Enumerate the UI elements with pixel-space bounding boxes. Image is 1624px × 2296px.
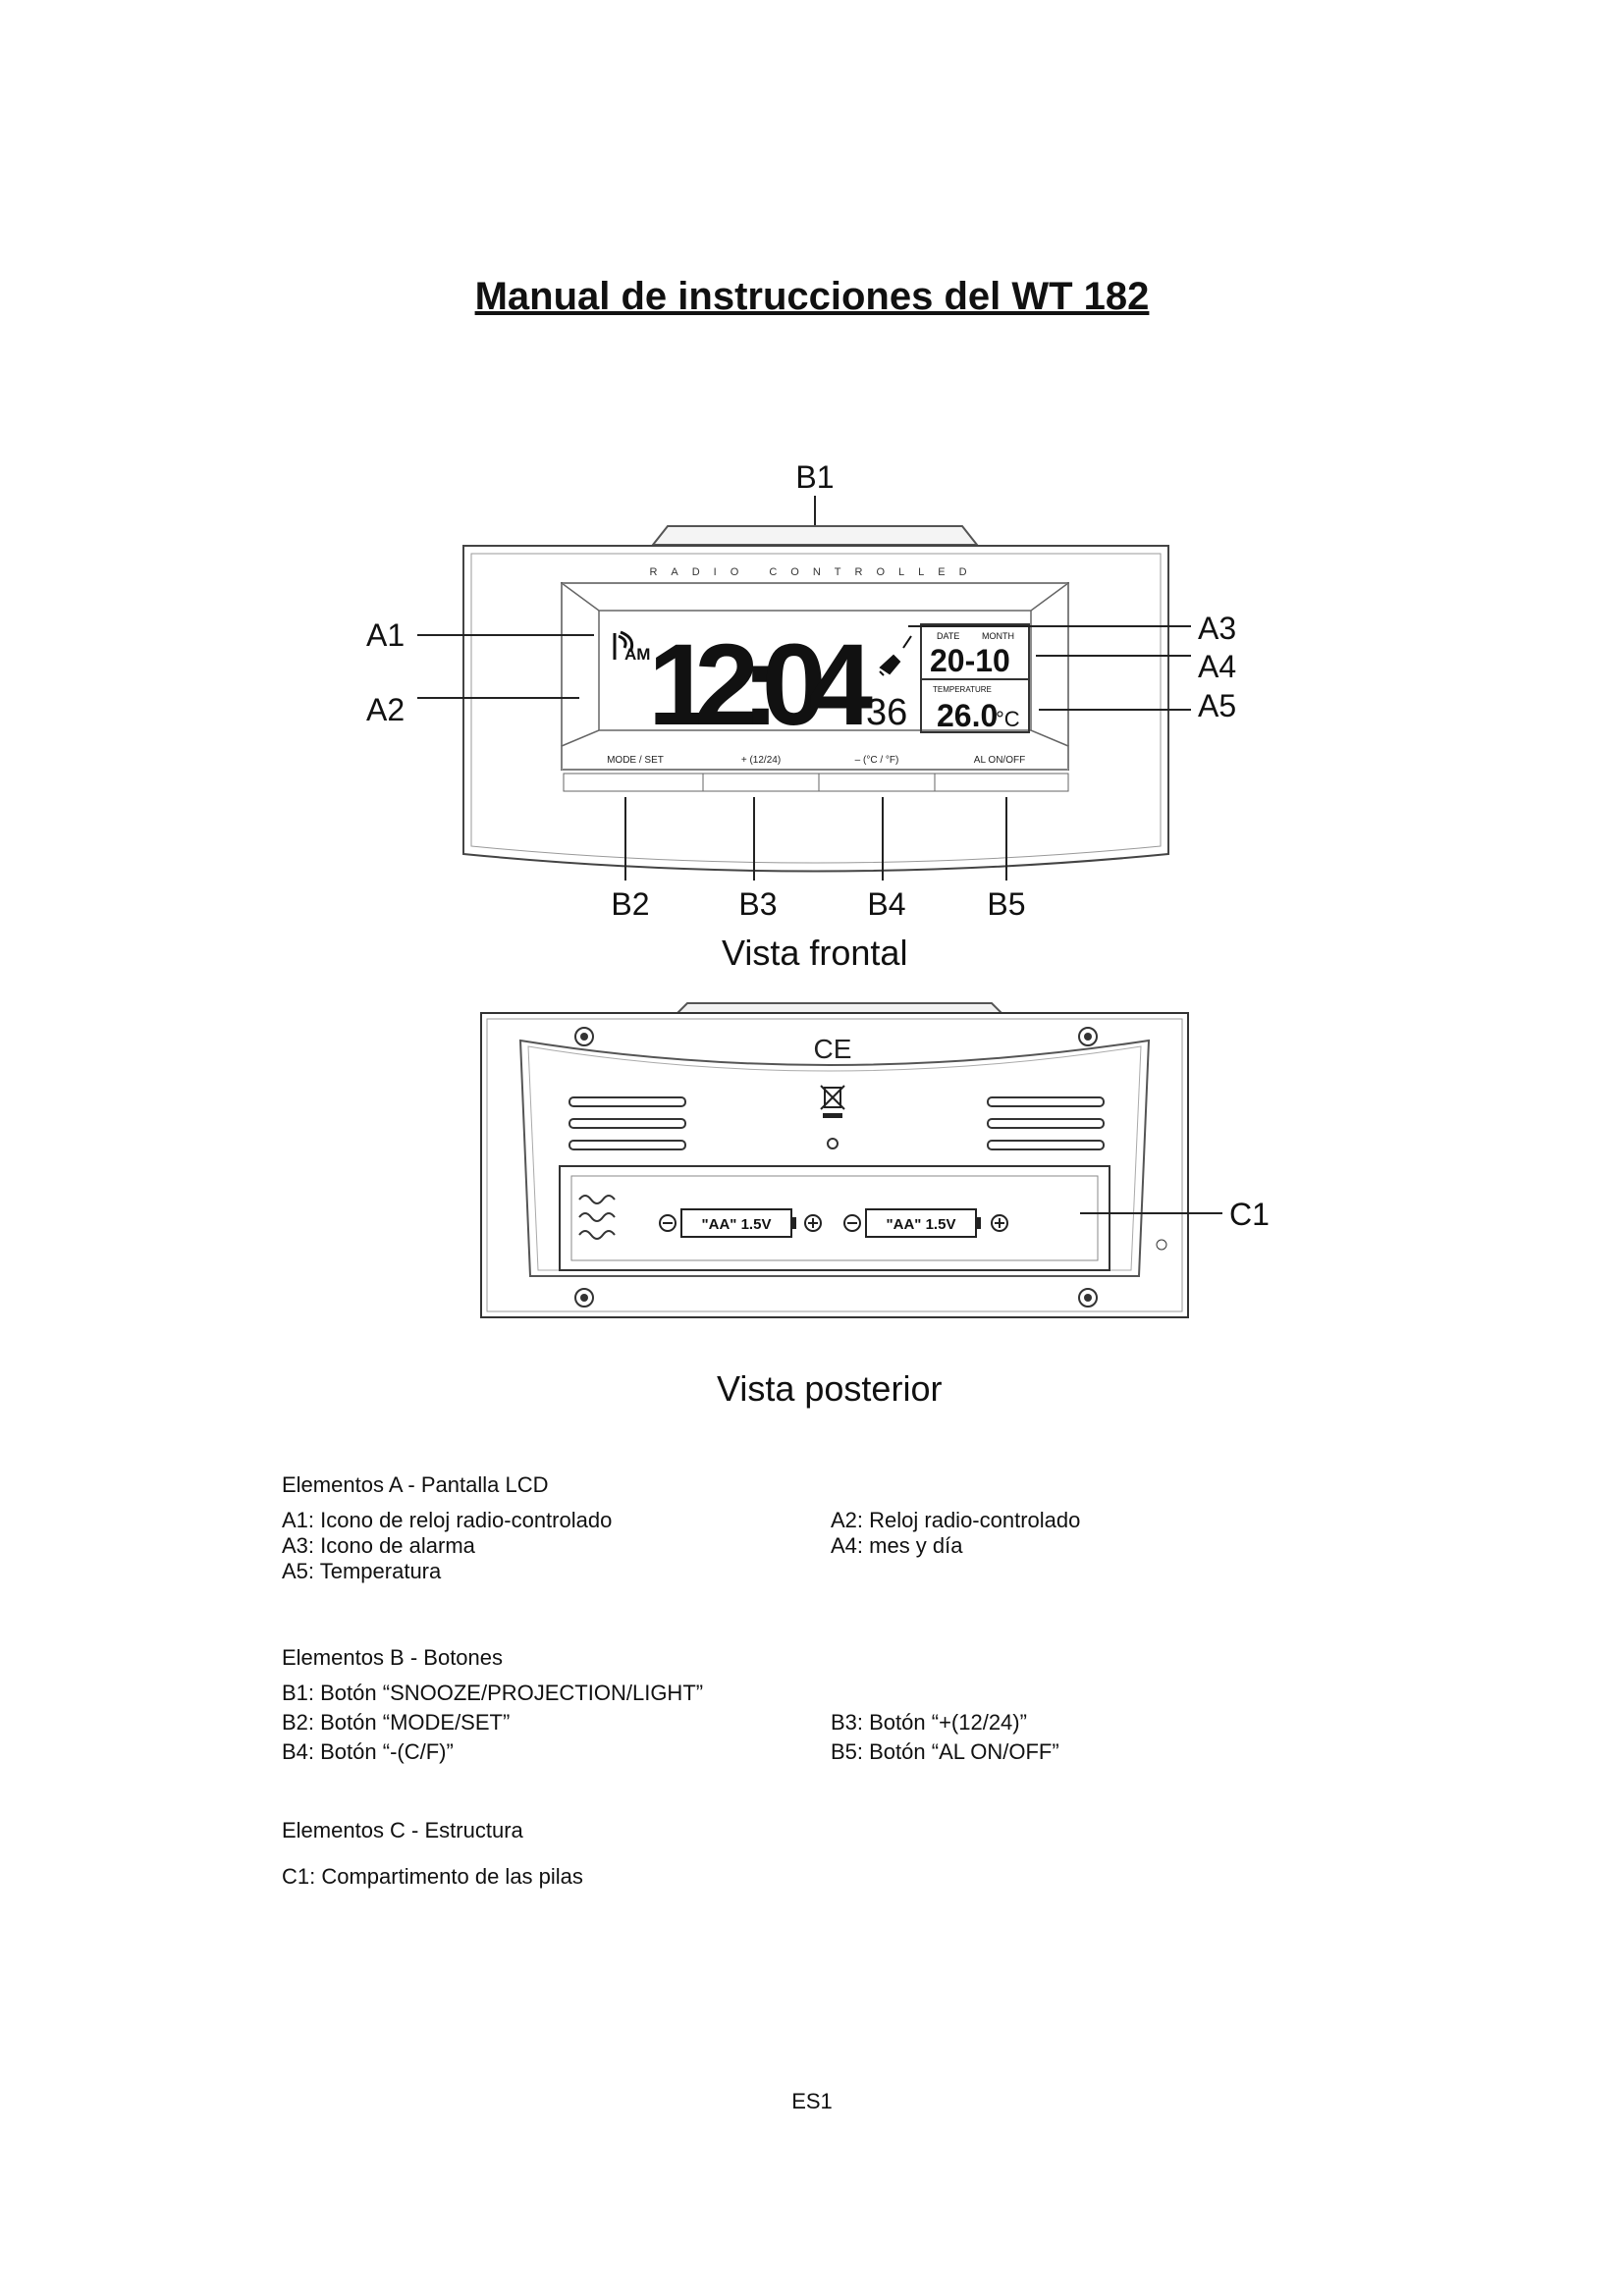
lcd-temperature: 26.0 bbox=[937, 698, 999, 733]
front-view-caption: Vista frontal bbox=[722, 933, 908, 973]
item-a2: A2: Reloj radio-controlado bbox=[831, 1508, 1081, 1532]
callout-a2: A2 bbox=[366, 692, 406, 727]
section-a-left bbox=[282, 1508, 612, 1584]
temperature-label: TEMPERATURE bbox=[933, 685, 992, 694]
back-view-caption: Vista posterior bbox=[717, 1368, 943, 1409]
item-b5: B5: Botón “AL ON/OFF” bbox=[831, 1739, 1059, 1764]
callout-b3: B3 bbox=[738, 886, 778, 922]
month-label: MONTH bbox=[982, 631, 1014, 641]
item-a1: A1: Icono de reloj radio-controlado bbox=[282, 1508, 613, 1532]
lcd-time: 12:04 bbox=[648, 620, 869, 750]
callout-a4: A4 bbox=[1198, 649, 1237, 684]
callout-b1: B1 bbox=[795, 459, 835, 495]
callout-a5: A5 bbox=[1198, 688, 1237, 723]
item-a5: A5: Temperatura bbox=[282, 1559, 442, 1583]
callout-a1: A1 bbox=[366, 617, 406, 653]
section-c-heading: Elementos C - Estructura bbox=[282, 1818, 523, 1842]
button-label-mode: MODE / SET bbox=[607, 755, 664, 766]
callout-b4: B4 bbox=[867, 886, 906, 922]
item-b2: B2: Botón “MODE/SET” bbox=[282, 1710, 511, 1735]
battery-1-label: "AA" 1.5V bbox=[701, 1216, 772, 1233]
callout-a3: A3 bbox=[1198, 611, 1237, 646]
battery-compartment bbox=[560, 1166, 1110, 1270]
item-b4: B4: Botón “-(C/F)” bbox=[282, 1739, 454, 1764]
item-b3: B3: Botón “+(12/24)” bbox=[831, 1710, 1027, 1735]
lcd-seconds: 36 bbox=[866, 692, 908, 733]
section-b-right bbox=[831, 1708, 1059, 1767]
date-label: DATE bbox=[937, 631, 960, 641]
button-label-minus: – (°C / °F) bbox=[854, 755, 899, 766]
section-a-right bbox=[831, 1508, 1080, 1559]
lcd-date: 20-10 bbox=[930, 643, 1010, 678]
page-number: ES1 bbox=[791, 2089, 833, 2113]
item-a3: A3: Icono de alarma bbox=[282, 1533, 475, 1558]
section-a-heading: Elementos A - Pantalla LCD bbox=[282, 1472, 549, 1497]
callout-b5: B5 bbox=[987, 886, 1026, 922]
callout-b2: B2 bbox=[611, 886, 650, 922]
item-c1: C1: Compartimento de las pilas bbox=[282, 1864, 583, 1889]
button-label-alarm: AL ON/OFF bbox=[973, 755, 1026, 766]
callout-c1: C1 bbox=[1229, 1197, 1270, 1232]
am-indicator: AM bbox=[624, 645, 651, 664]
item-b1: B1: Botón “SNOOZE/PROJECTION/LIGHT” bbox=[282, 1681, 704, 1705]
page-title: Manual de instrucciones del WT 182 bbox=[474, 275, 1150, 318]
section-b-heading: Elementos B - Botones bbox=[282, 1645, 504, 1670]
section-b-left bbox=[282, 1708, 510, 1767]
brand-strip: RADIO CONTROLLED bbox=[649, 566, 981, 578]
ce-mark: CE bbox=[813, 1034, 852, 1064]
battery-2-label: "AA" 1.5V bbox=[886, 1216, 956, 1233]
lcd-temp-unit: °C bbox=[996, 707, 1020, 731]
button-label-plus: + (12/24) bbox=[740, 755, 782, 766]
item-a4: A4: mes y día bbox=[831, 1533, 963, 1558]
